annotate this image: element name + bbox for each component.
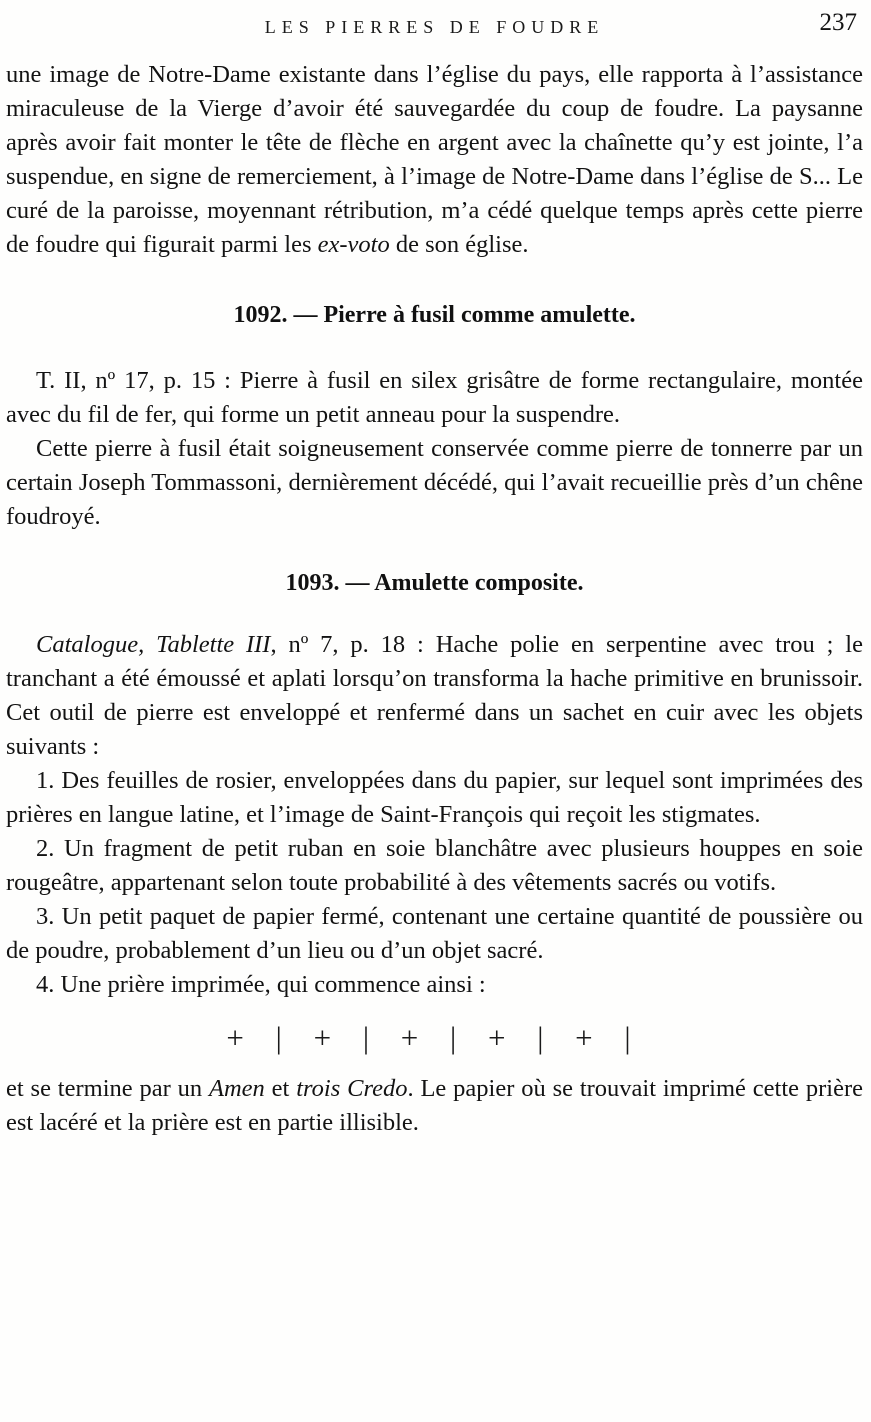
paragraph-1092-description: T. II, nº 17, p. 15 : Pierre à fusil en silex grisâtre de forme rectangulaire, montée avec du fil de fer, qui forme un petit anneau pour la suspendre.: [6, 367, 863, 428]
intro-text-end: de son église.: [389, 231, 529, 258]
intro-text: une image de Notre-Dame existante dans l’église du pays, elle rapporta à l’assistance miraculeuse de la Vierge d’avoir été sauvegardée du coup de foudre. La paysanne après avoir fait monter le tête de flèche en argent avec la chaînette qu’y est jointe, l’a suspendue, en signe de remerciement, à l’image de Notre-Dame dans l’église de S... Le curé de la paroisse, moyennant rétribution, m’a cédé quelque temps après cette pierre de foudre qui figurait parmi les: [6, 61, 863, 258]
catalogue-italic-text: Catalogue, Tablette III: [36, 631, 271, 658]
credo-italic-text: trois Credo: [296, 1075, 408, 1102]
heading-1092: 1092. — Pierre à fusil comme amulette.: [233, 302, 636, 328]
cross-bar-symbols: + | + | + | + | + |: [226, 1020, 643, 1055]
closing-text-end: . Le papier où se trouvait imprimé cette prière est lacéré et la prière est en partie illisible.: [6, 1075, 863, 1136]
page-number: 237: [819, 9, 857, 36]
intro-paragraph: [6, 58, 863, 262]
closing-paragraph: [6, 1072, 863, 1140]
paragraph-1093-intro-text: , nº 7, p. 18 : Hache polie en serpentine avec trou ; le tranchant a été émoussé et aplati lorsqu’on transforma la hache primitive en brunissoir. Cet outil de pierre est enveloppé et renfermé dans un sachet en cuir avec les objets suivants :: [6, 631, 863, 760]
paragraph-1092-provenance: Cette pierre à fusil était soigneusement conservée comme pierre de tonnerre par un certain Joseph Tommassoni, dernièrement décédé, qui l’avait recueillie près d’un chêne foudroyé.: [6, 435, 863, 530]
amen-italic-text: Amen: [209, 1075, 265, 1102]
list-item-3: 3. Un petit paquet de papier fermé, contenant une certaine quantité de poussière ou de poudre, probablement d’un lieu ou d’un objet sacré.: [6, 903, 863, 964]
paragraph-1093-intro: [6, 628, 863, 764]
ex-voto-italic-text: ex-voto: [317, 231, 390, 258]
heading-1093: 1093. — Amulette composite.: [285, 570, 584, 596]
list-item-2: 2. Un fragment de petit ruban en soie blanchâtre avec plusieurs houppes en soie rougeâtre, appartenant selon toute probabilité à des vêtements sacrés ou votifs.: [6, 835, 863, 896]
page-header: [6, 8, 863, 42]
closing-text-mid: et: [264, 1075, 297, 1102]
list-item-4: 4. Une prière imprimée, qui commence ainsi :: [36, 971, 486, 998]
closing-text: et se termine par un: [6, 1075, 210, 1102]
list-item-1: 1. Des feuilles de rosier, enveloppées dans du papier, sur lequel sont imprimées des prières en langue latine, et l’image de Saint-François qui reçoit les stigmates.: [6, 767, 863, 828]
running-title: LES PIERRES DE FOUDRE: [264, 17, 605, 37]
